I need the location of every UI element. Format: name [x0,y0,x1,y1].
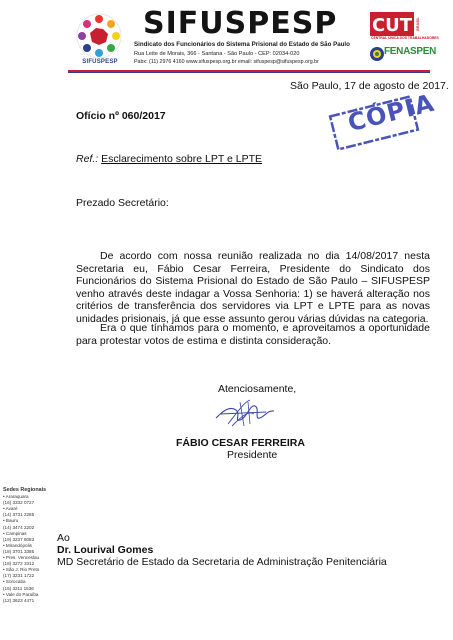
logo-caption: SIFUSPESP [82,59,118,65]
copy-stamp: CÓPIA [345,88,438,138]
closing-paragraph-text: Era o que tínhamos para o momento, e aproveitamos a oportunidade para protestar votos de estima e distinta consideração. [76,322,430,347]
recipient-name: Dr. Lourival Gomes [57,544,154,556]
body-paragraph [76,250,430,326]
regional-office-entry: (16) 3332 0727 [3,500,35,506]
regional-office-entry: • Mirandópolis [3,542,32,548]
letter-date: São Paulo, 17 de agosto de 2017. [290,80,449,92]
closing-paragraph [76,322,430,347]
document-number: Ofício nº 060/2017 [76,110,166,122]
organization-full-name: Sindicato dos Funcionários do Sistema Prisional do Estado de São Paulo [134,41,350,48]
body-paragraph-text: De acordo com nossa reunião realizada no dia 14/08/2017 nesta Secretaria eu, Fábio Cesar Ferreira, Presidente do Sindicato dos Funcionários do Sistema Prisional do Estado de São Paulo – SIFUSPESP venho através deste indagar a Vossa Senhoria: 1) se haverá alteração nos critérios de transferência dos servidores via LPT e LPTE para as novas unidades prisionais, já que esse assunto gerou várias dúvidas na categoria. [76,250,430,325]
organization-title: SIFUSPESP [143,6,338,41]
regional-offices-list [3,487,47,604]
regional-office-entry: • Avaré [3,506,18,512]
closing-salutation: Atenciosamente, [218,383,297,395]
salutation: Prezado Secretário: [76,197,169,209]
signer-name: FÁBIO CESAR FERREIRA [176,437,305,449]
regional-office-entry: • Araraquara [3,494,29,500]
reference-line [76,153,262,165]
cut-caption: CENTRAL ÚNICA DOS TRABALHADORES [371,36,439,40]
regional-office-entry: • Sorocaba [3,579,26,585]
regional-office-entry: (14) 3474 2202 [3,524,35,530]
regional-office-entry: (15) 3211 1536 [3,585,34,591]
signer-title: Presidente [227,449,278,461]
organization-address: Rua Leite de Morais, 366 - Santana - São Paulo - CEP: 02034-020 [134,51,300,57]
regional-office-entry: (12) 3623 4471 [3,597,35,603]
regional-office-entry: (18) 3701 3385 [3,548,35,554]
fenaspen-label: FENASPEN [384,46,437,57]
regional-office-entry: • Vale do Paraíba [3,591,39,597]
regional-office-entry: • Bauru [3,518,19,524]
regional-office-entry: (17) 3231 1722 [3,573,35,579]
regional-office-entry: (18) 3272 3312 [3,561,35,567]
handwritten-signature [210,396,280,430]
regional-offices-title: Sedes Regionais [3,487,47,493]
cut-logo-label: CUT [371,15,413,36]
regional-office-entry: (19) 3237 8083 [3,536,35,542]
regional-office-entry: (14) 3731 2285 [3,512,35,518]
cut-logo-side-label: BRASIL [416,17,420,31]
reference-subject: Esclarecimento sobre LPT e LPTE [101,153,262,165]
regional-office-entry: • São J. Rio Preto [3,567,40,573]
organization-contact: Pabx: (11) 2976 4160 www.sifuspesp.org.br email: sifuspesp@sifuspesp.org.br [134,59,319,65]
regional-office-entry: • Campinas [3,530,27,536]
recipient-prefix: Ao [57,532,70,544]
recipient-role: MD Secretário de Estado da Secretaria de Administração Penitenciária [57,556,387,568]
reference-label: Ref.: [76,153,99,165]
header-rule-secondary [68,72,430,73]
cut-logo [370,12,422,36]
regional-office-entry: • Pres. Venceslau [3,555,40,561]
